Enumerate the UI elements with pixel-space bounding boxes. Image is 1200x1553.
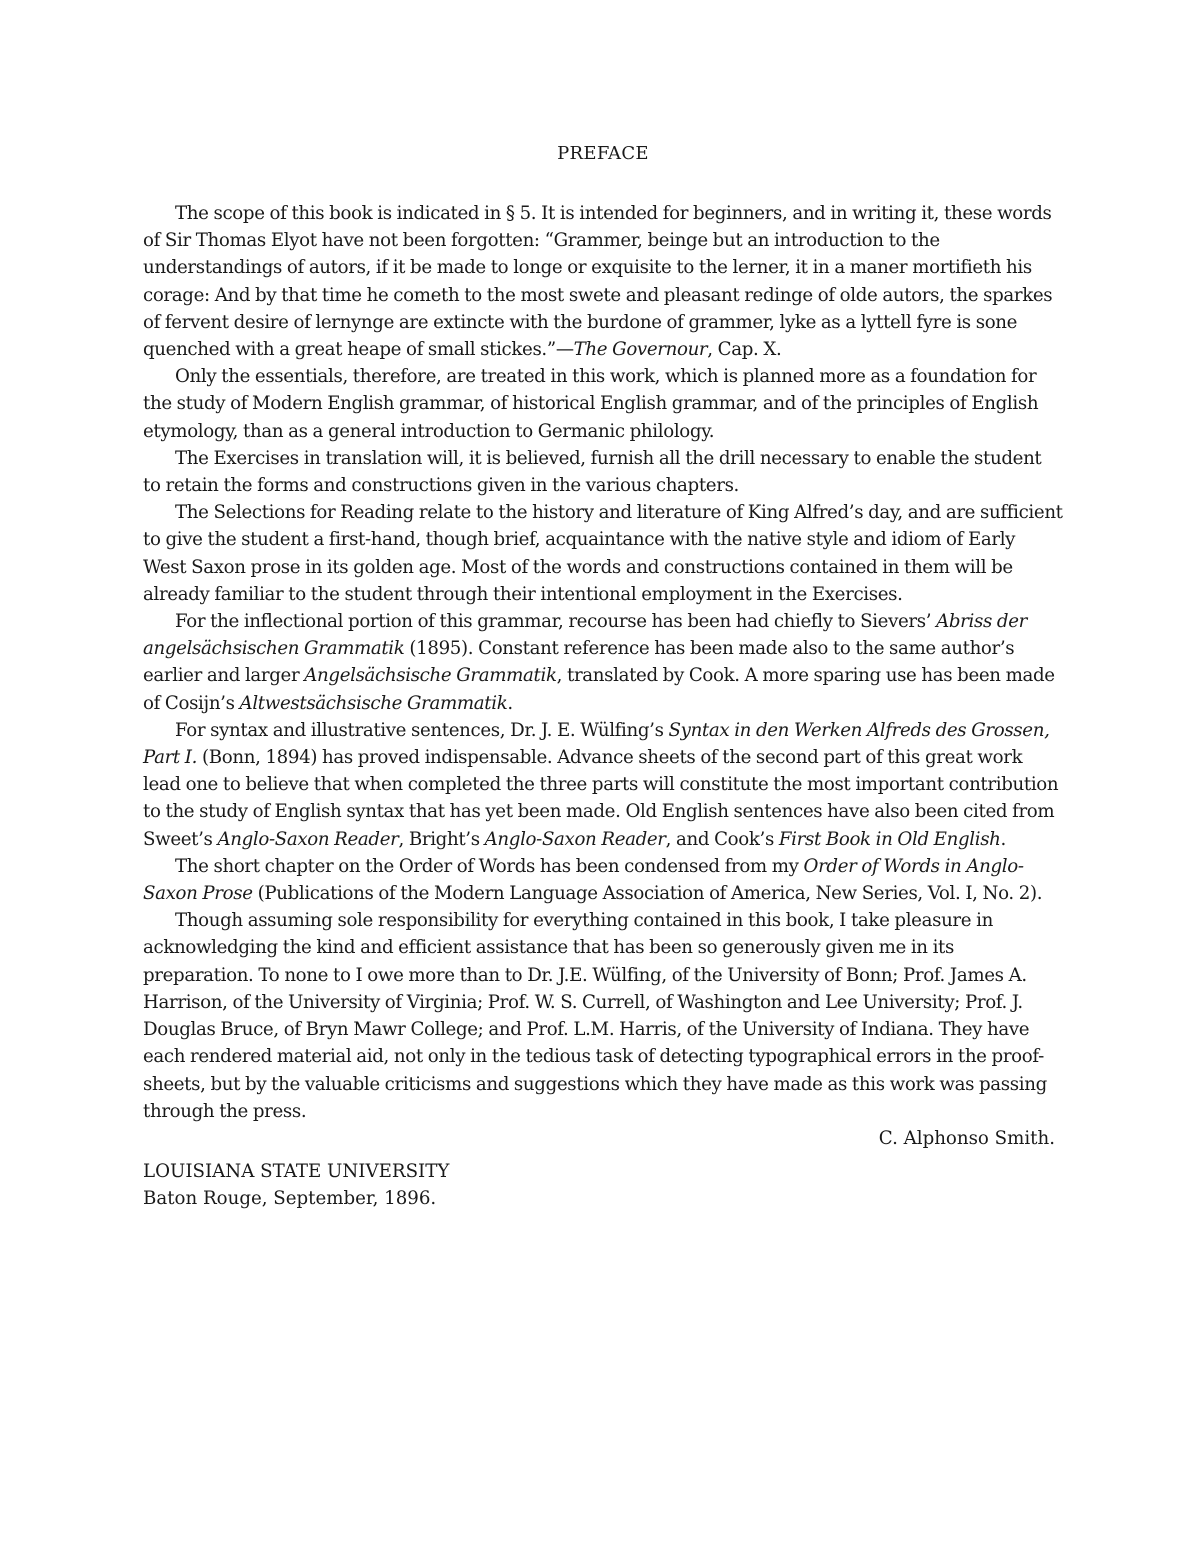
paragraph-text: (1895). Constant reference has been made also to the same author’s earlier and larger xyxy=(143,638,1015,687)
italic-title-text: Angelsächsische Grammatik xyxy=(304,665,557,687)
author-signature: C. Alphonso Smith. xyxy=(878,1127,1055,1149)
preface-paragraph xyxy=(143,445,1063,499)
paragraph-text: Though assuming sole responsibility for everything contained in this book, I take pleasure in acknowledging the kind and efficient assistance that has been so generously given me in its preparation. To none to I owe more than to Dr. J.E. Wülfing, of the University of Bonn; Prof. James A. Harrison, of the University of Virginia; Prof. W. S. Currell, of Washington and Lee University; Prof. J. Douglas Bruce, of Bryn Mawr College; and Prof. L.M. Harris, of the University of Indiana. They have each rendered material aid, not only in the tedious task of detecting typographical errors in the proof-sheets, but by the valuable criticisms and suggestions which they have made as this work was passing through the press. xyxy=(143,910,1047,1122)
paragraph-text: Only the essentials, therefore, are treated in this work, which is planned more as a foundation for the study of Modern English grammar, of historical English grammar, and of the principles of English etymology, than as a general introduction to Germanic philology. xyxy=(143,366,1039,442)
preface-page xyxy=(143,140,1063,1213)
paragraph-text: The Selections for Reading relate to the history and literature of King Alfred’s day, and are sufficient to give the student a first-hand, though brief, acquaintance with the native style and idiom of Early West Saxon prose in its golden age. Most of the words and constructions contained in them will be already familiar to the student through their intentional employment in the Exercises. xyxy=(143,502,1063,605)
italic-title-text: Order of Words in Anglo-Saxon Prose xyxy=(143,855,1024,905)
preface-paragraph xyxy=(143,200,1063,363)
paragraph-text: , and Cook’s xyxy=(665,828,779,850)
italic-title-text: Abriss der angelsächsischen Grammatik xyxy=(143,611,1027,660)
page-title: PREFACE xyxy=(557,143,649,164)
paragraph-text: . xyxy=(507,692,513,714)
paragraph-text: The Exercises in translation will, it is believed, furnish all the drill necessary to enable the student to retain the forms and constructions given in the various chapters. xyxy=(143,447,1042,497)
preface-body xyxy=(143,200,1063,1125)
preface-paragraph xyxy=(143,717,1063,853)
preface-paragraph xyxy=(143,907,1063,1125)
place-and-date: Baton Rouge, September, 1896. xyxy=(143,1188,437,1210)
paragraph-text: The scope of this book is indicated in § 5. It is intended for beginners, and in writing it, these words of Sir Thomas Elyot have not been forgotten: “Grammer, beinge but an introduction to the understandings of autors, if it be made to longe or exquisite to the lerner, it in a maner mortifieth his corage: And by that time he cometh to the most swete and pleasant redinge of olde autors, the sparkes of fervent desire of lernynge are extincte with the burdone of grammer, lyke as a lyttell fyre is sone quenched with a great heape of small stickes.”— xyxy=(143,203,1053,361)
italic-title-text: Anglo-Saxon Reader xyxy=(484,828,666,850)
paragraph-text: , Cap. X. xyxy=(707,339,782,361)
paragraph-text: . xyxy=(1000,828,1006,850)
italic-title-text: Altwestsächsische Grammatik xyxy=(239,692,508,714)
italic-title-text: The Governour xyxy=(573,339,708,361)
italic-title-text: First Book in Old English xyxy=(778,828,1001,850)
preface-paragraph xyxy=(143,499,1063,608)
italic-title-text: Syntax in den Werken Alfreds des Grossen, Part I. xyxy=(143,719,1050,769)
preface-paragraph xyxy=(143,608,1063,717)
paragraph-text: For the inflectional portion of this grammar, recourse has been had chiefly to Sievers’ xyxy=(175,611,937,633)
preface-paragraph xyxy=(143,363,1063,445)
preface-paragraph xyxy=(143,853,1063,907)
paragraph-text: (Bonn, 1894) has proved indispensable. Advance sheets of the second part of this great work lead one to believe that when completed the three parts will constitute the most important contribution to the study of English syntax that has yet been made. Old English sentences have also been cited from Sweet’s xyxy=(143,747,1059,850)
paragraph-text: (Publications of the Modern Language Association of America, New Series, Vol. I, No. 2). xyxy=(252,883,1043,905)
paragraph-text: , Bright’s xyxy=(398,828,485,850)
institution-name: LOUISIANA STATE UNIVERSITY xyxy=(143,1161,450,1183)
italic-title-text: Anglo-Saxon Reader xyxy=(217,828,399,850)
paragraph-text: The short chapter on the Order of Words has been condensed from my xyxy=(175,855,804,877)
paragraph-text: For syntax and illustrative sentences, Dr. J. E. Wülfing’s xyxy=(175,719,669,741)
paragraph-text: , translated by Cook. A more sparing use has been made of Cosijn’s xyxy=(143,665,1055,714)
